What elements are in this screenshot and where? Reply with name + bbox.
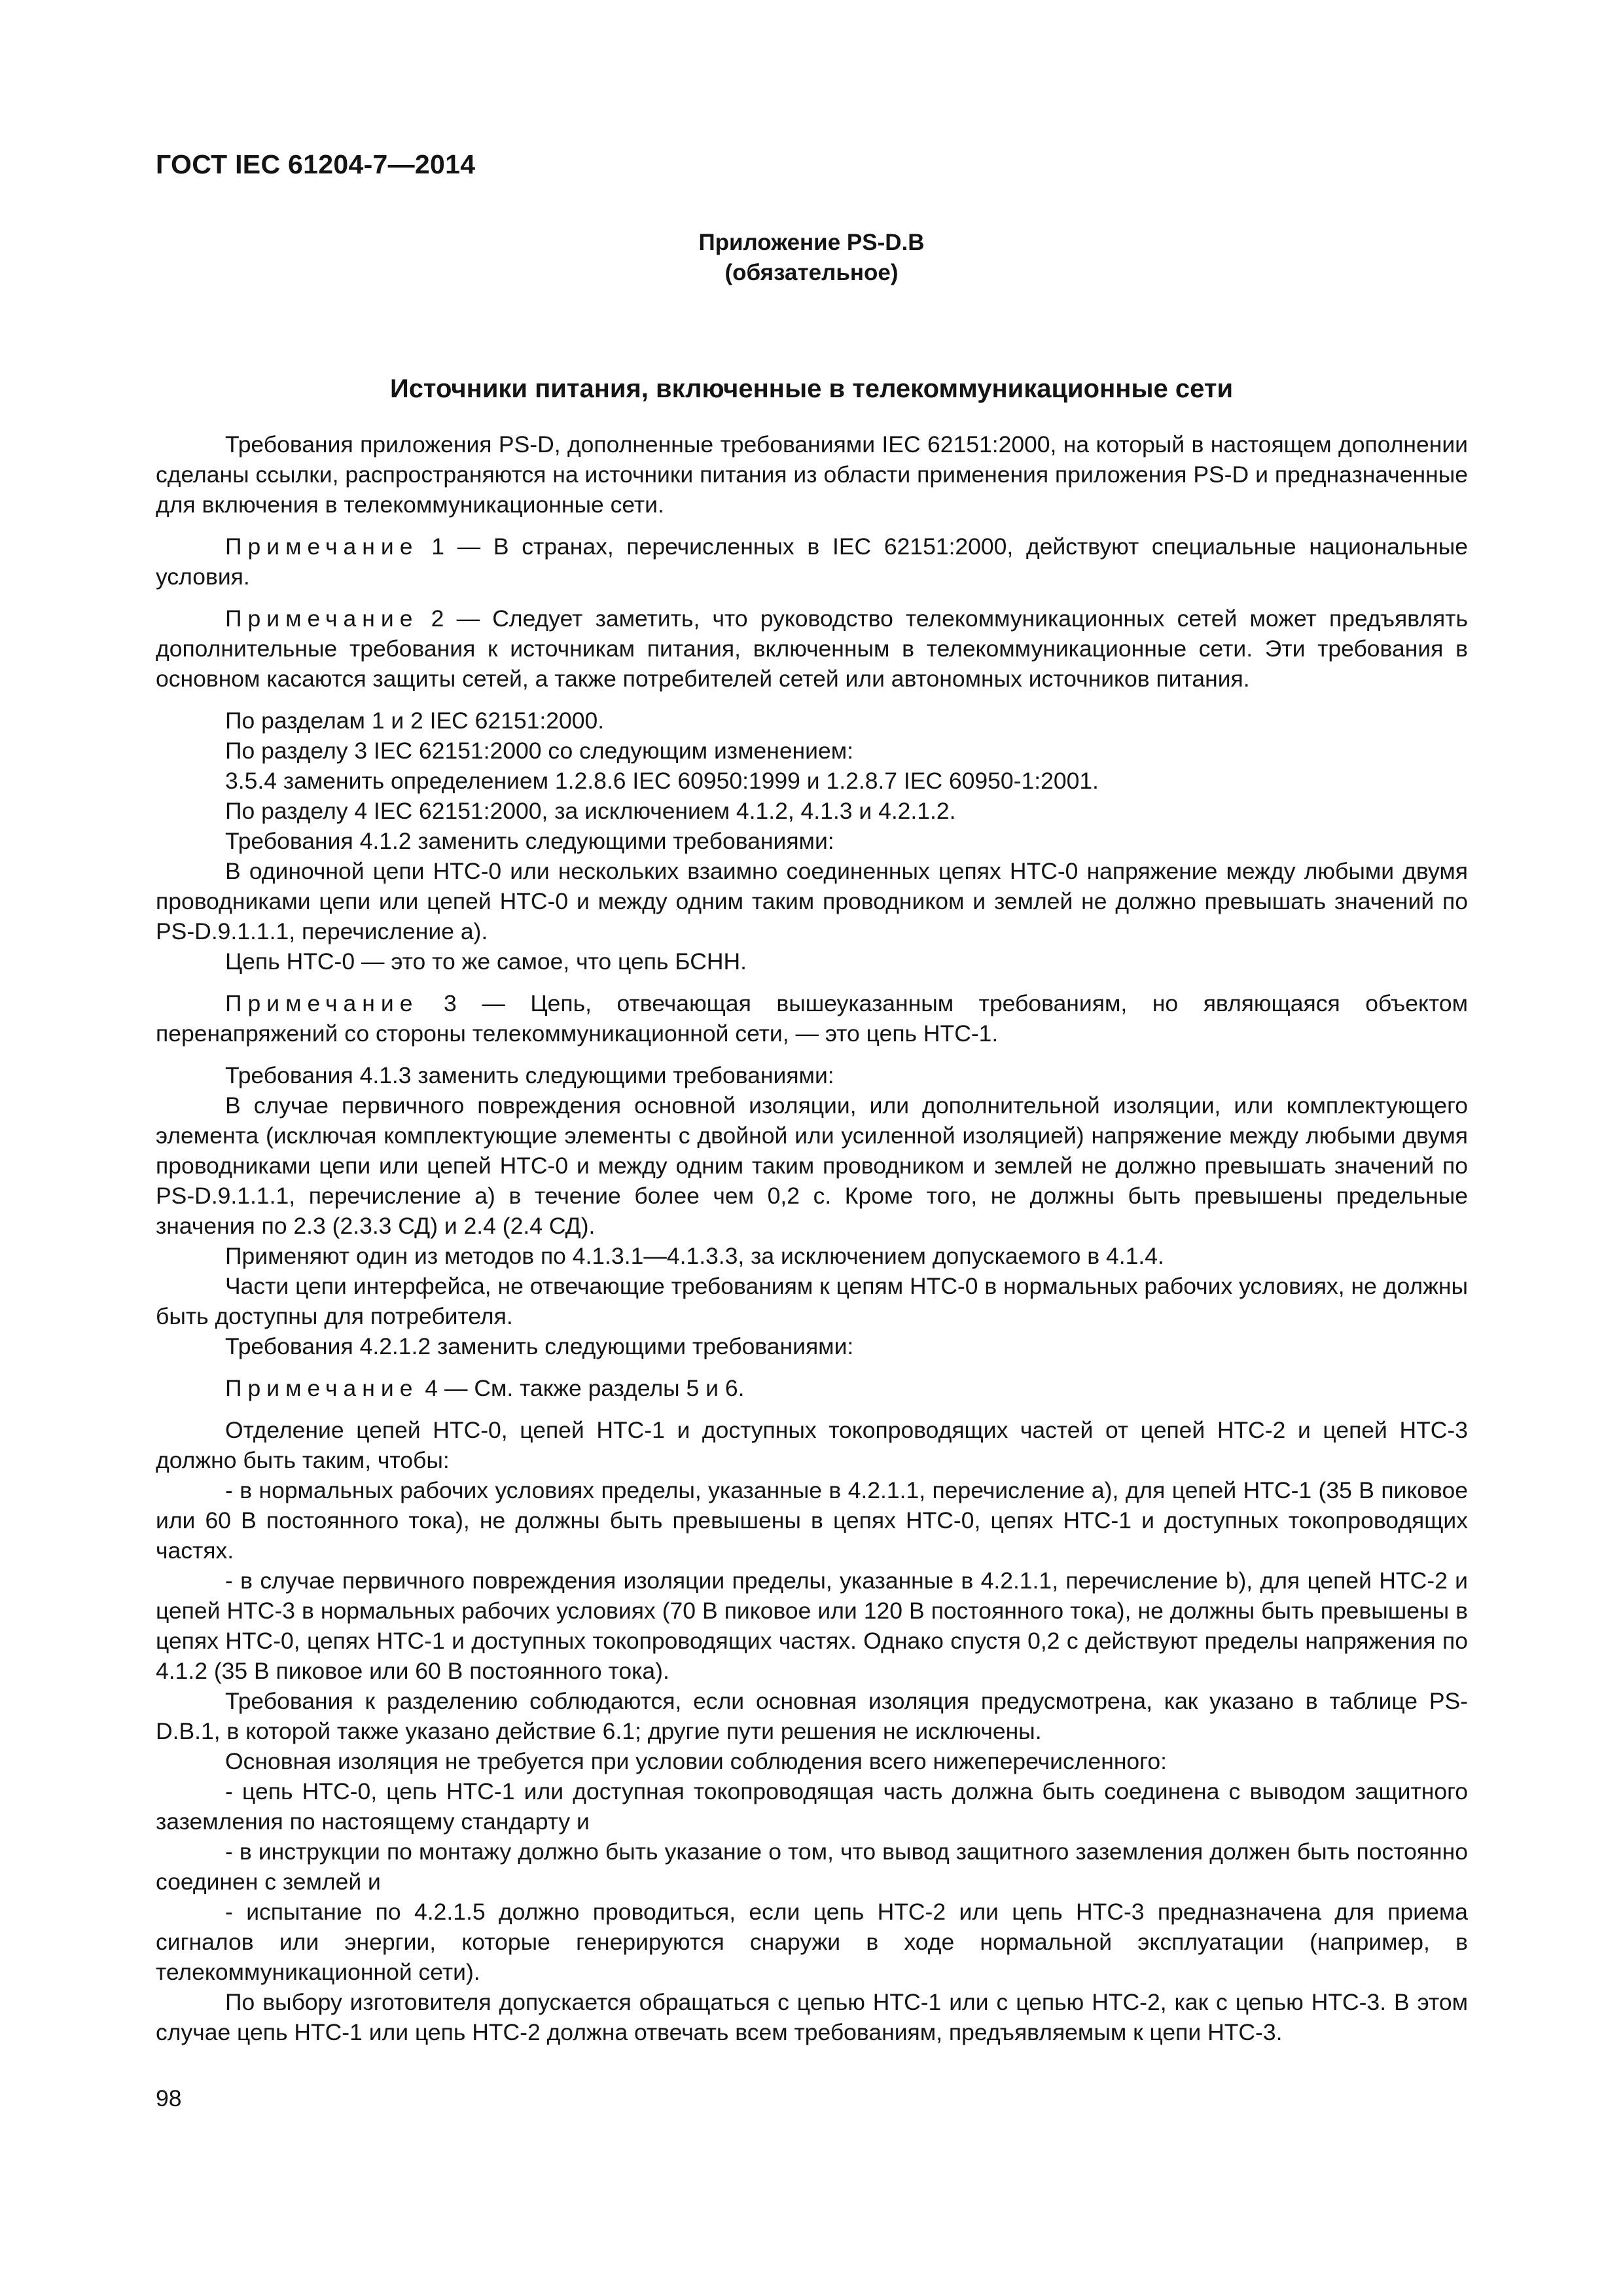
paragraph: Требования приложения PS-D, дополненные требованиями IEC 62151:2000, на который в настоящем дополнении сделаны ссылки, распространяются на источники питания из области применения приложения PS-D и предназначенные для включения в телекоммуникационные сети. bbox=[156, 431, 1468, 518]
list-item: - в случае первичного повреждения изоляции пределы, указанные в 4.2.1.1, перечисление b), для цепей НТС-2 и цепей НТС-3 в нормальных рабочих условиях (70 В пиковое или 120 В постоянного тока), не должны быть превышены в цепях НТС-0, цепях НТС-1 и доступных токопроводящих частях. Однако спустя 0,2 с действуют пределы напряжения по 4.1.2 (35 В пиковое или 60 В постоянного тока). bbox=[156, 1568, 1468, 1684]
note-label: Примечание bbox=[225, 605, 419, 632]
paragraph: В одиночной цепи НТС-0 или нескольких взаимно соединенных цепях НТС-0 напряжение между любыми двумя проводниками цепи или цепей НТС-0 и между одним таким проводником и землей не должно превышать значений по PS-D.9.1.1.1, перечисление а). bbox=[156, 858, 1468, 944]
paragraph: Требования 4.1.3 заменить следующими требованиями: bbox=[225, 1062, 834, 1088]
paragraph: Требования 4.2.1.2 заменить следующими требованиями: bbox=[225, 1333, 854, 1359]
note-label: Примечание bbox=[225, 990, 419, 1016]
paragraph: Требования 4.1.2 заменить следующими требованиями: bbox=[225, 828, 834, 854]
paragraph: Применяют один из методов по 4.1.3.1—4.1.3.3, за исключением допускаемого в 4.1.4. bbox=[225, 1243, 1164, 1269]
section-title: Источники питания, включенные в телекоммуникационные сети bbox=[389, 374, 1234, 403]
note-text: 2 — Следует заметить, что руководство телекоммуникационных сетей может предъявлять дополнительные требования к источникам питания, включенным в телекоммуникационные сети. Эти требования в основном касаются защиты сетей, а также потребителей сетей или автономных источников питания. bbox=[156, 605, 1468, 692]
note-1 bbox=[156, 531, 1468, 592]
standard-code: ГОСТ IEC 61204-7—2014 bbox=[156, 149, 476, 179]
paragraph: По выбору изготовителя допускается обращаться с цепью НТС-1 или с цепью НТС-2, как с цепью НТС-3. В этом случае цепь НТС-1 или цепь НТС-2 должна отвечать всем требованиям, предъявляемым к цепи НТС-3. bbox=[156, 1989, 1468, 2045]
paragraph: Требования к разделению соблюдаются, если основная изоляция предусмотрена, как указано в таблице PS-D.B.1, в которой также указано действие 6.1; другие пути решения не исключены. bbox=[156, 1688, 1468, 1744]
paragraph: По разделам 1 и 2 IEC 62151:2000. bbox=[225, 708, 605, 734]
paragraph: По разделу 4 IEC 62151:2000, за исключением 4.1.2, 4.1.3 и 4.2.1.2. bbox=[225, 798, 956, 824]
paragraph: Части цепи интерфейса, не отвечающие требованиям к цепям НТС-0 в нормальных рабочих условиях, не должны быть доступны для потребителя. bbox=[156, 1273, 1468, 1329]
list-item: - испытание по 4.2.1.5 должно проводиться, если цепь НТС-2 или цепь НТС-3 предназначена для приема сигналов или энергии, которые генерируются снаружи в ходе нормальной эксплуатации (например, в телекоммуникационной сети). bbox=[156, 1899, 1468, 1985]
annex-heading bbox=[0, 228, 1623, 288]
paragraph: По разделу 3 IEC 62151:2000 со следующим изменением: bbox=[225, 738, 854, 764]
annex-title: Приложение PS-D.B bbox=[698, 230, 925, 255]
annex-status: (обязательное) bbox=[724, 260, 899, 285]
note-4 bbox=[156, 1373, 1468, 1403]
list-item: - в инструкции по монтажу должно быть указание о том, что вывод защитного заземления должен быть постоянно соединен с землей и bbox=[156, 1839, 1468, 1895]
body-text bbox=[156, 429, 1468, 2047]
list-item: - цепь НТС-0, цепь НТС-1 или доступная токопроводящая часть должна быть соединена с выводом защитного заземления по настоящему стандарту и bbox=[156, 1778, 1468, 1835]
note-text: 1 — В странах, перечисленных в IEC 62151:2000, действуют специальные национальные условия. bbox=[156, 533, 1468, 590]
note-label: Примечание bbox=[225, 533, 419, 560]
paragraph: 3.5.4 заменить определением 1.2.8.6 IEC 60950:1999 и 1.2.8.7 IEC 60950-1:2001. bbox=[225, 768, 1099, 794]
paragraph: В случае первичного повреждения основной изоляции, или дополнительной изоляции, или комплектующего элемента (исключая комплектующие элементы с двойной или усиленной изоляцией) напряжение между любыми двумя проводниками цепи или цепей НТС-0 и между одним таким проводником и землей не должно превышать значений по PS-D.9.1.1.1, перечисление а) в течение более чем 0,2 с. Кроме того, не должны быть превышены предельные значения по 2.3 (2.3.3 СД) и 2.4 (2.4 СД). bbox=[156, 1092, 1468, 1239]
list-item: - в нормальных рабочих условиях пределы, указанные в 4.2.1.1, перечисление а), для цепей НТС-1 (35 В пиковое или 60 В постоянного тока), не должны быть превышены в цепях НТС-0, цепях НТС-1 и доступных токопроводящих частях. bbox=[156, 1477, 1468, 1564]
note-label: Примечание bbox=[225, 1375, 419, 1401]
note-2 bbox=[156, 603, 1468, 694]
note-text: 4 — См. также разделы 5 и 6. bbox=[418, 1375, 745, 1401]
paragraph: Отделение цепей НТС-0, цепей НТС-1 и доступных токопроводящих частей от цепей НТС-2 и цепей НТС-3 должно быть таким, чтобы: bbox=[156, 1417, 1468, 1473]
page-number: 98 bbox=[156, 2085, 182, 2111]
paragraph: Основная изоляция не требуется при условии соблюдения всего нижеперечисленного: bbox=[225, 1748, 1167, 1774]
paragraph: Цепь НТС-0 — это то же самое, что цепь БСНН. bbox=[225, 948, 747, 975]
note-3 bbox=[156, 988, 1468, 1049]
note-text: 3 — Цепь, отвечающая вышеуказанным требованиям, но являющаяся объектом перенапряжений со стороны телекоммуникационной сети, — это цепь НТС-1. bbox=[156, 990, 1468, 1047]
